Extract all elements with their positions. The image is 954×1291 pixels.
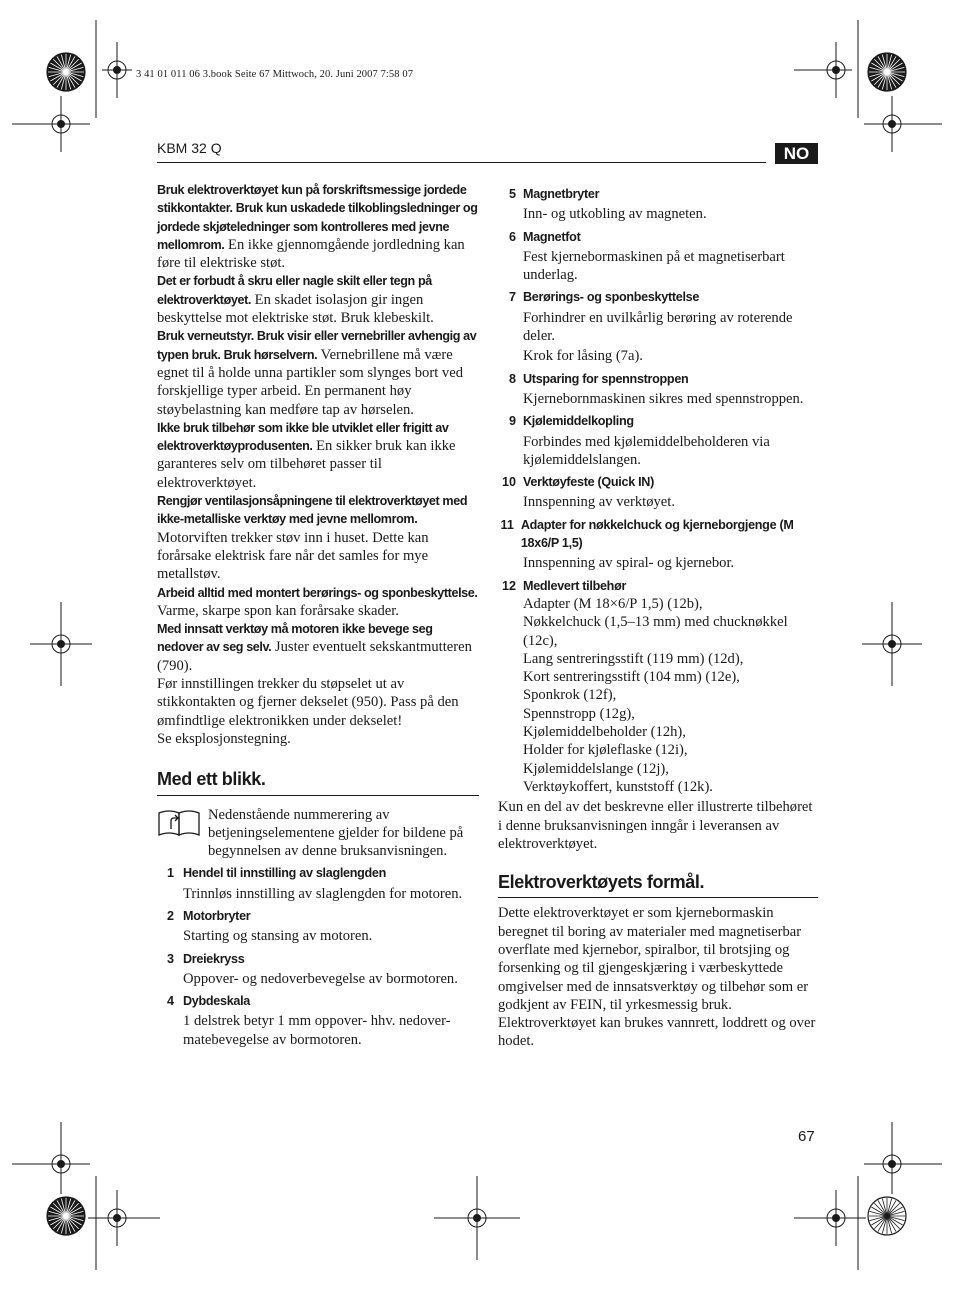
component-item xyxy=(157,907,479,946)
left-column xyxy=(157,181,479,1049)
component-item-head xyxy=(498,288,818,306)
component-extra: Krok for låsing (7a). xyxy=(523,348,643,365)
component-number: 2 xyxy=(167,908,175,923)
component-item-head xyxy=(498,185,818,203)
safety-note-text: Motorviften trekker støv inn i huset. Dette kan forårsake elektrisk fare når det samles for mye metallstøv. xyxy=(157,529,429,583)
component-description: Oppover- og nedoverbevegelse av bormotoren. xyxy=(183,970,458,987)
component-number: 5 xyxy=(508,187,516,201)
component-item xyxy=(157,992,479,1049)
overview-intro-text: Nedenstående nummerering av betjeningselementene gjelder for bildene på begynnelsen av denne bruksanvisningen. xyxy=(208,806,464,860)
component-item xyxy=(157,950,479,989)
component-description: Innspenning av spiral- og kjernebor. xyxy=(523,555,735,572)
component-item-head xyxy=(498,412,818,430)
accessory-item: Kjølemiddelbeholder (12h), xyxy=(523,724,686,741)
safety-note xyxy=(157,272,479,327)
safety-note xyxy=(157,584,479,621)
safety-note-bold: Det er forbudt å skru eller nagle skilt eller tegn på elektroverktøyet. xyxy=(157,274,432,307)
purpose-orientation: Elektroverktøyet kan brukes vannrett, loddrett og over hodet. xyxy=(498,1015,816,1050)
safety-note-text: Varme, skarpe spon kan forårsake skader. xyxy=(157,602,399,619)
component-title: Dreiekryss xyxy=(183,951,245,966)
right-column xyxy=(498,181,818,1051)
accessory-item: Verktøykoffert, kunststoff (12k). xyxy=(523,778,713,795)
component-title: Berørings- og sponbeskyttelse xyxy=(523,290,700,305)
safety-note-bold: Med innsatt verktøy må motoren ikke bevege seg nedover av seg selv. xyxy=(157,622,433,655)
component-title: Magnetfot xyxy=(523,229,581,244)
component-description: Forhindrer en uvilkårlig berøring av roterende deler. xyxy=(523,309,793,345)
safety-note xyxy=(157,327,479,418)
safety-note-bold: Rengjør ventilasjonsåpningene til elektroverktøyet med ikke-metalliske verktøy med jevne mellomrom. xyxy=(157,494,468,527)
safety-note-text: En ikke gjennomgående jordledning kan føre til elektriske støt. xyxy=(157,236,465,272)
component-title: Kjølemiddelkopling xyxy=(523,414,634,429)
component-item-head xyxy=(498,228,818,246)
component-item-head xyxy=(157,864,479,882)
component-title: Hendel til innstilling av slaglengden xyxy=(183,866,387,881)
component-number: 9 xyxy=(508,414,516,429)
component-item xyxy=(157,864,479,903)
page-number: 67 xyxy=(798,1128,815,1145)
component-number: 4 xyxy=(167,994,175,1009)
component-item-head xyxy=(498,370,818,388)
component-number: 8 xyxy=(508,371,516,386)
safety-note-bold: Arbeid alltid med montert berørings- og sponbeskyttelse. xyxy=(157,585,478,600)
accessory-item: Lang sentreringsstift (119 mm) (12d), xyxy=(523,650,744,667)
accessory-item: Kjølemiddelslange (12j), xyxy=(523,760,669,777)
component-item-head xyxy=(157,907,479,925)
component-description: Trinnløs innstilling av slaglengden for motoren. xyxy=(183,885,463,902)
safety-note xyxy=(157,181,479,272)
safety-notes xyxy=(157,181,479,675)
component-item-head xyxy=(157,950,479,968)
component-title: Motorbryter xyxy=(183,908,251,923)
component-description: Innspenning av verktøyet. xyxy=(523,494,675,511)
component-description: 1 delstrek betyr 1 mm oppover- hhv. nedover-matebevegelse av bormotoren. xyxy=(183,1013,451,1048)
component-description: Fest kjernebormaskinen på et magnetiserbart underlag. xyxy=(523,248,785,284)
safety-note-bold: Ikke bruk tilbehør som ikke ble utviklet eller frigitt av elektroverktøyprodusenten. xyxy=(157,420,449,454)
component-item xyxy=(498,516,818,573)
overview-intro xyxy=(157,806,479,861)
component-title: Verktøyfeste (Quick IN) xyxy=(523,475,654,490)
safety-note xyxy=(157,620,479,675)
accessory-note: Kun en del av det beskrevne eller illustrerte tilbehøret i denne bruksanvisningen inngår i leveransen av elektroverktøyet. xyxy=(498,799,813,852)
component-description: Kjernebornmaskinen sikres med spennstroppen. xyxy=(523,390,804,407)
accessory-item: Sponkrok (12f), xyxy=(523,687,617,704)
accessory-item: Adapter (M 18×6/P 1,5) (12b), xyxy=(523,595,703,612)
component-item xyxy=(498,288,818,365)
safety-note-text: En skadet isolasjon gir ingen beskyttelse mot elektriske støt. Bruk klebeskilt. xyxy=(157,291,434,327)
safety-note xyxy=(157,492,479,583)
accessory-item: Spennstropp (12g), xyxy=(523,705,635,722)
safety-note-text: En sikker bruk kan ikke garanteres selv om tilbehøret passer til elektroverktøyet. xyxy=(157,438,456,491)
language-badge: NO xyxy=(775,143,818,164)
component-number: 3 xyxy=(167,951,175,966)
header-rule xyxy=(157,162,766,163)
accessory-item: Nøkkelchuck (1,5–13 mm) med chucknøkkel (12c), xyxy=(523,614,788,649)
book-icon xyxy=(157,809,201,837)
component-item xyxy=(498,228,818,285)
safety-note-text: Vernebrillene må være egnet til å holde unna partikler som slynges bort ved forskjellige typer arbeid. En permanent høy støybelastning kan medføre tap av hørselen. xyxy=(157,346,463,418)
component-item-head xyxy=(498,516,818,553)
component-item xyxy=(498,185,818,224)
safety-note xyxy=(157,419,479,492)
purpose-paragraph: Dette elektroverktøyet er som kjernebormaskin beregnet til boring av materialer med magnetiserbar overflate med kjernebor, spiralbor, til brotsjing og forsenking og til gjengeskjæring i værbeskyttede omgivelser med de innsatsverktøy og tilbehør som er godkjent av FEIN, til yrkesmessig bruk. xyxy=(498,905,809,1013)
accessory-item: Holder for kjøleflaske (12i), xyxy=(523,742,688,759)
accessory-list xyxy=(498,595,818,796)
component-title: Adapter for nøkkelchuck og kjerneborgjenge (M 18x6/P 1,5) xyxy=(520,517,794,551)
component-title: Medlevert tilbehør xyxy=(523,578,627,593)
component-item xyxy=(498,473,818,512)
component-number: 10 xyxy=(501,475,516,490)
component-description: Starting og stansing av motoren. xyxy=(183,928,373,945)
component-description: Inn- og utkobling av magneten. xyxy=(523,206,707,223)
component-list-left xyxy=(157,864,479,1049)
safety-note-bold: Bruk elektroverktøyet kun på forskriftsmessige jordede stikkontakter. Bruk kun uskadede tilkoblingsledninger og jordede skjøteledninger som kontrolleres med jevne mellomrom. xyxy=(157,183,478,252)
component-number: 11 xyxy=(500,517,514,532)
book-info: 3 41 01 011 06 3.book Seite 67 Mittwoch, 20. Juni 2007 7:58 07 xyxy=(136,69,414,80)
safety-note-bold: Bruk verneutstyr. Bruk visir eller vernebriller avhengig av typen bruk. Bruk hørselvern. xyxy=(157,329,477,362)
component-item xyxy=(498,412,818,469)
component-number: 12 xyxy=(501,578,516,593)
component-item xyxy=(498,370,818,409)
component-item-head xyxy=(498,473,818,491)
component-item-head xyxy=(498,577,818,595)
component-list-right xyxy=(498,185,818,595)
model-name: KBM 32 Q xyxy=(157,140,222,156)
component-number: 6 xyxy=(508,229,516,244)
component-title: Dybdeskala xyxy=(183,994,251,1009)
exploded-view-note: Se eksplosjonstegning. xyxy=(157,730,291,747)
component-number: 1 xyxy=(167,866,175,881)
component-title: Utsparing for spennstroppen xyxy=(523,371,689,386)
purpose-heading: Elektroverktøyets formål. xyxy=(498,873,818,898)
component-item-head xyxy=(157,992,479,1010)
accessory-item: Kort sentreringsstift (104 mm) (12e), xyxy=(523,669,740,686)
component-title: Magnetbryter xyxy=(523,187,600,201)
safety-note-text: Juster eventuelt sekskantmutteren (790). xyxy=(157,639,472,674)
overview-heading: Med ett blikk. xyxy=(157,770,479,795)
component-item xyxy=(498,577,818,595)
settings-paragraph: Før innstillingen trekker du støpselet ut av stikkontakten og fjerner dekselet (950). Pass på den ømfindtlige elektronikken under dekselet! xyxy=(157,676,459,729)
component-description: Forbindes med kjølemiddelbeholderen via kjølemiddelslangen. xyxy=(523,433,770,468)
component-number: 7 xyxy=(508,290,516,305)
